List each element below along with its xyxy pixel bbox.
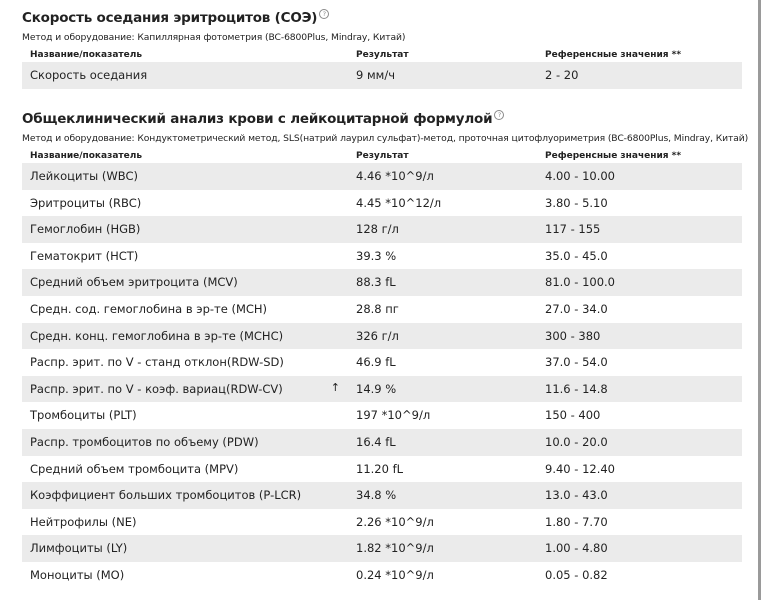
row-result: 88.3 fL bbox=[356, 275, 396, 290]
row-name-text: Распр. эрит. по V - станд отклон(RDW-SD) bbox=[30, 355, 284, 370]
row-name-text: Моноциты (MO) bbox=[30, 567, 125, 582]
row-name-text: Нейтрофилы (NE) bbox=[30, 514, 137, 529]
row-ref: 35.0 - 45.0 bbox=[545, 248, 608, 263]
row-result: 128 г/л bbox=[356, 222, 399, 237]
esr-title bbox=[22, 10, 742, 26]
row-name bbox=[22, 456, 348, 483]
row-name bbox=[22, 562, 348, 589]
row-name bbox=[22, 376, 348, 403]
table-row bbox=[22, 562, 742, 589]
cbc-method: Метод и оборудование: Кондуктометрический метод, SLS(натрий лаурил сульфат)-метод, проточная цитофлуориметрия (BC-6800Plus, Mindray, Китай) bbox=[22, 133, 749, 144]
table-row bbox=[22, 429, 742, 456]
esr-section bbox=[22, 10, 742, 89]
row-name-text: Эритроциты (RBC) bbox=[30, 195, 142, 210]
table-row bbox=[22, 163, 742, 190]
cbc-title-text: Общеклинический анализ крови с лейкоцитарной формулой bbox=[22, 111, 493, 127]
row-name-text: Средн. сод. гемоглобина в эр-те (MCH) bbox=[30, 301, 268, 316]
row-ref: 11.6 - 14.8 bbox=[545, 381, 608, 396]
table-row bbox=[22, 535, 742, 562]
row-name-text: Средн. конц. гемоглобина в эр-те (MCHC) bbox=[30, 328, 284, 343]
row-name-text: Лимфоциты (LY) bbox=[30, 541, 128, 556]
row-name bbox=[22, 269, 348, 296]
row-name bbox=[22, 163, 348, 190]
col-header-result: Результат bbox=[356, 151, 409, 161]
row-ref: 4.00 - 10.00 bbox=[545, 169, 615, 183]
row-name-text: Средний объем эритроцита (MCV) bbox=[30, 275, 238, 290]
row-ref: 117 - 155 bbox=[545, 222, 601, 237]
row-name-text: Распр. тромбоцитов по объему (PDW) bbox=[30, 434, 259, 449]
row-result: 46.9 fL bbox=[356, 355, 396, 370]
row-result: 16.4 fL bbox=[356, 434, 396, 449]
table-row bbox=[22, 216, 742, 243]
cbc-table-header bbox=[22, 150, 742, 163]
table-row bbox=[22, 456, 742, 483]
row-name-text: Гематокрит (HCT) bbox=[30, 248, 139, 263]
col-header-ref: Референсные значения ** bbox=[545, 151, 682, 161]
help-icon[interactable]: ? bbox=[319, 9, 329, 19]
row-name bbox=[22, 296, 348, 323]
table-row bbox=[22, 323, 742, 350]
esr-table-header bbox=[22, 49, 742, 62]
row-result: 14.9 % bbox=[356, 381, 397, 396]
row-ref: 150 - 400 bbox=[545, 408, 601, 423]
table-row bbox=[22, 243, 742, 270]
row-ref: 3.80 - 5.10 bbox=[545, 195, 608, 210]
row-result: 4.46 *10^9/л bbox=[356, 169, 434, 183]
row-name bbox=[22, 190, 348, 217]
table-row bbox=[22, 482, 742, 509]
col-header-ref: Референсные значения ** bbox=[545, 50, 682, 60]
row-name bbox=[22, 323, 348, 350]
row-name bbox=[22, 402, 348, 429]
row-ref: 37.0 - 54.0 bbox=[545, 355, 608, 370]
col-header-result: Результат bbox=[356, 50, 409, 60]
row-name-text: Коэффициент больших тромбоцитов (P-LCR) bbox=[30, 488, 302, 503]
row-name-text: Тромбоциты (PLT) bbox=[30, 408, 137, 423]
row-name-text: Распр. эрит. по V - коэф. вариац(RDW-CV) bbox=[30, 381, 283, 396]
row-name bbox=[22, 349, 348, 376]
row-result: 1.82 *10^9/л bbox=[356, 541, 434, 556]
col-header-name: Название/показатель bbox=[30, 50, 143, 60]
row-name bbox=[22, 429, 348, 456]
row-ref: 300 - 380 bbox=[545, 328, 601, 343]
cbc-section bbox=[22, 111, 749, 589]
row-result: 9 мм/ч bbox=[356, 68, 395, 82]
row-result: 11.20 fL bbox=[356, 461, 404, 476]
arrow-up-icon: ↑ bbox=[330, 380, 340, 394]
row-name-text: Гемоглобин (HGB) bbox=[30, 222, 141, 237]
table-row bbox=[22, 62, 742, 89]
row-ref: 0.05 - 0.82 bbox=[545, 567, 608, 582]
row-result: 326 г/л bbox=[356, 328, 399, 343]
row-name bbox=[22, 243, 348, 270]
table-row bbox=[22, 296, 742, 323]
esr-title-text: Скорость оседания эритроцитов (СОЭ) bbox=[22, 10, 318, 26]
table-row bbox=[22, 349, 742, 376]
col-header-name: Название/показатель bbox=[30, 151, 143, 161]
row-result: 2.26 *10^9/л bbox=[356, 514, 434, 529]
row-result: 197 *10^9/л bbox=[356, 408, 431, 423]
row-ref: 9.40 - 12.40 bbox=[545, 461, 615, 476]
table-row bbox=[22, 402, 742, 429]
row-name bbox=[22, 535, 348, 562]
row-ref: 81.0 - 100.0 bbox=[545, 275, 615, 290]
cbc-title bbox=[22, 111, 742, 127]
row-name bbox=[22, 509, 348, 536]
row-name: Скорость оседания bbox=[30, 68, 148, 82]
table-row bbox=[22, 509, 742, 536]
row-ref: 13.0 - 43.0 bbox=[545, 488, 608, 503]
row-ref: 10.0 - 20.0 bbox=[545, 434, 608, 449]
row-ref: 27.0 - 34.0 bbox=[545, 301, 608, 316]
row-name-text: Лейкоциты (WBC) bbox=[30, 169, 138, 183]
row-name bbox=[22, 216, 348, 243]
table-row bbox=[22, 376, 742, 403]
row-result: 28.8 пг bbox=[356, 301, 399, 316]
row-name bbox=[22, 482, 348, 509]
row-result: 39.3 % bbox=[356, 248, 397, 263]
row-name-text: Средний объем тромбоцита (MPV) bbox=[30, 461, 239, 476]
cbc-table-body bbox=[22, 163, 742, 589]
table-row bbox=[22, 190, 742, 217]
row-result: 4.45 *10^12/л bbox=[356, 195, 442, 210]
row-result: 0.24 *10^9/л bbox=[356, 567, 434, 582]
row-result: 34.8 % bbox=[356, 488, 397, 503]
row-ref: 1.80 - 7.70 bbox=[545, 514, 608, 529]
esr-method: Метод и оборудование: Капиллярная фотометрия (BC-6800Plus, Mindray, Китай) bbox=[22, 32, 406, 43]
help-icon[interactable]: ? bbox=[494, 110, 504, 120]
row-ref: 2 - 20 bbox=[545, 68, 579, 82]
row-ref: 1.00 - 4.80 bbox=[545, 541, 608, 556]
table-row bbox=[22, 269, 742, 296]
